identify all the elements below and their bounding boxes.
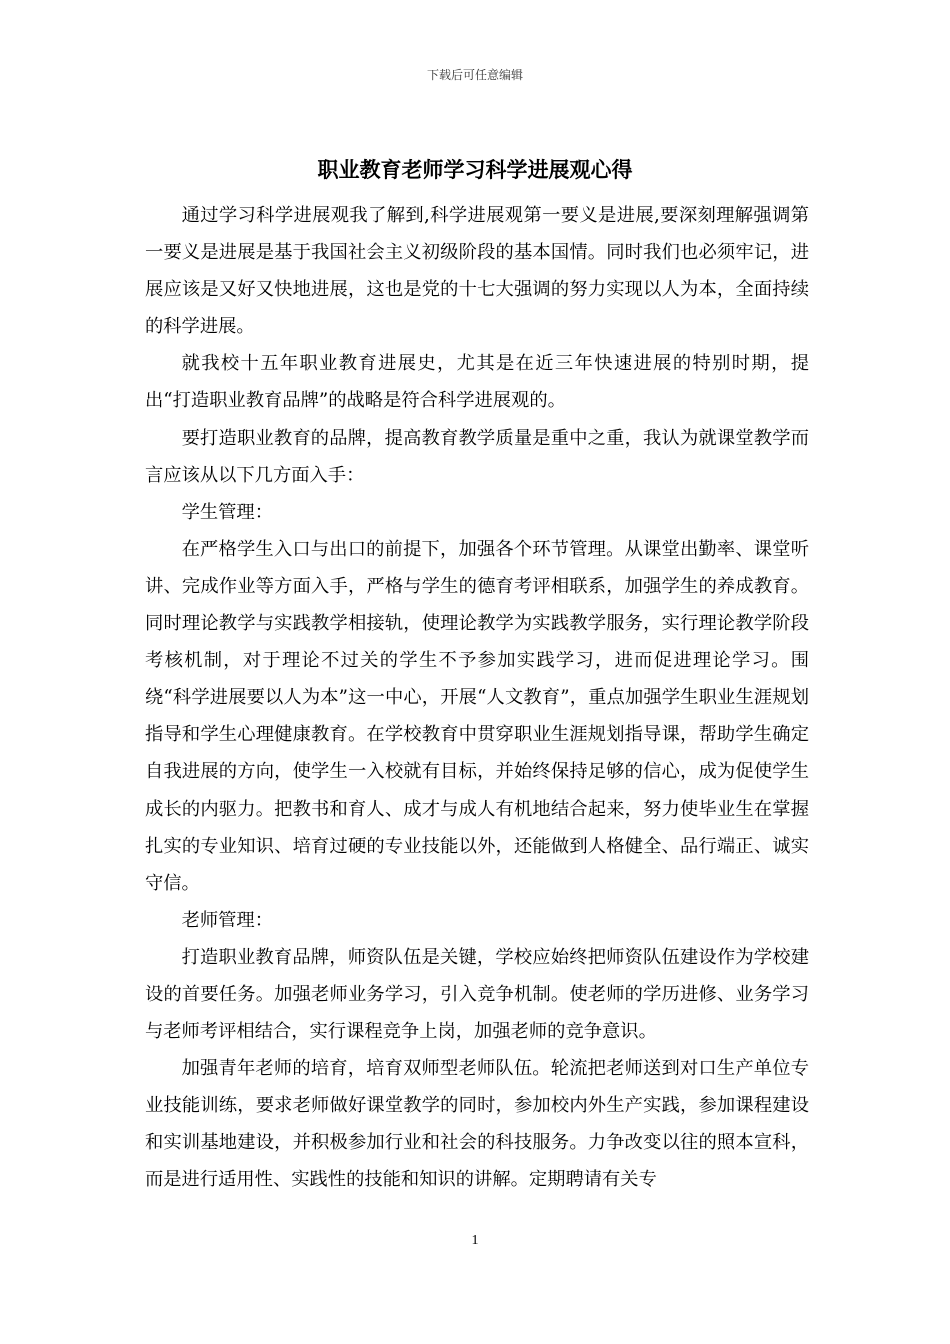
document-body [145, 197, 809, 1199]
document-title: 职业教育老师学习科学进展观心得 [317, 158, 633, 182]
paragraph: 就我校十五年职业教育进展史，尤其是在近三年快速进展的特别时期，提出“打造职业教育品牌”的战略是符合科学进展观的。 [145, 353, 809, 412]
section-heading-teacher-management: 老师管理： [181, 909, 273, 931]
page-number: 1 [471, 1233, 479, 1248]
paragraph: 要打造职业教育的品牌，提高教育教学质量是重中之重，我认为就课堂教学而言应该从以下几方面入手： [145, 427, 809, 486]
paragraph: 通过学习科学进展观我了解到,科学进展观第一要义是进展,要深刻理解强调第一要义是进展是基于我国社会主义初级阶段的基本国情。同时我们也必须牢记，进展应该是又好又快地进展，这也是党的十七大强调的努力实现以人为本，全面持续的科学进展。 [145, 205, 809, 338]
section-heading-student-management: 学生管理： [181, 501, 273, 523]
page-header: 下载后可任意编辑 [426, 68, 523, 82]
paragraph: 打造职业教育品牌，师资队伍是关键，学校应始终把师资队伍建设作为学校建设的首要任务。加强老师业务学习，引入竞争机制。使老师的学历进修、业务学习与老师考评相结合，实行课程竞争上岗，加强老师的竞争意识。 [145, 946, 809, 1043]
paragraph: 在严格学生入口与出口的前提下，加强各个环节管理。从课堂出勤率、课堂听讲、完成作业等方面入手，严格与学生的德育考评相联系，加强学生的养成教育。同时理论教学与实践教学相接轨，使理论教学为实践教学服务，实行理论教学阶段考核机制，对于理论不过关的学生不予参加实践学习，进而促进理论学习。围绕“科学进展要以人为本”这一中心，开展“人文教育”，重点加强学生职业生涯规划指导和学生心理健康教育。在学校教育中贯穿职业生涯规划指导课，帮助学生确定自我进展的方向，使学生一入校就有目标，并始终保持足够的信心，成为促使学生成长的内驱力。把教书和育人、成才与成人有机地结合起来，努力使毕业生在掌握扎实的专业知识、培育过硬的专业技能以外，还能做到人格健全、品行端正、诚实守信。 [145, 538, 809, 894]
paragraph: 加强青年老师的培育，培育双师型老师队伍。轮流把老师送到对口生产单位专业技能训练，要求老师做好课堂教学的同时，参加校内外生产实践，参加课程建设和实训基地建设，并积极参加行业和社会的科技服务。力争改变以往的照本宣科，而是进行适用性、实践性的技能和知识的讲解。定期聘请有关专 [145, 1058, 809, 1191]
